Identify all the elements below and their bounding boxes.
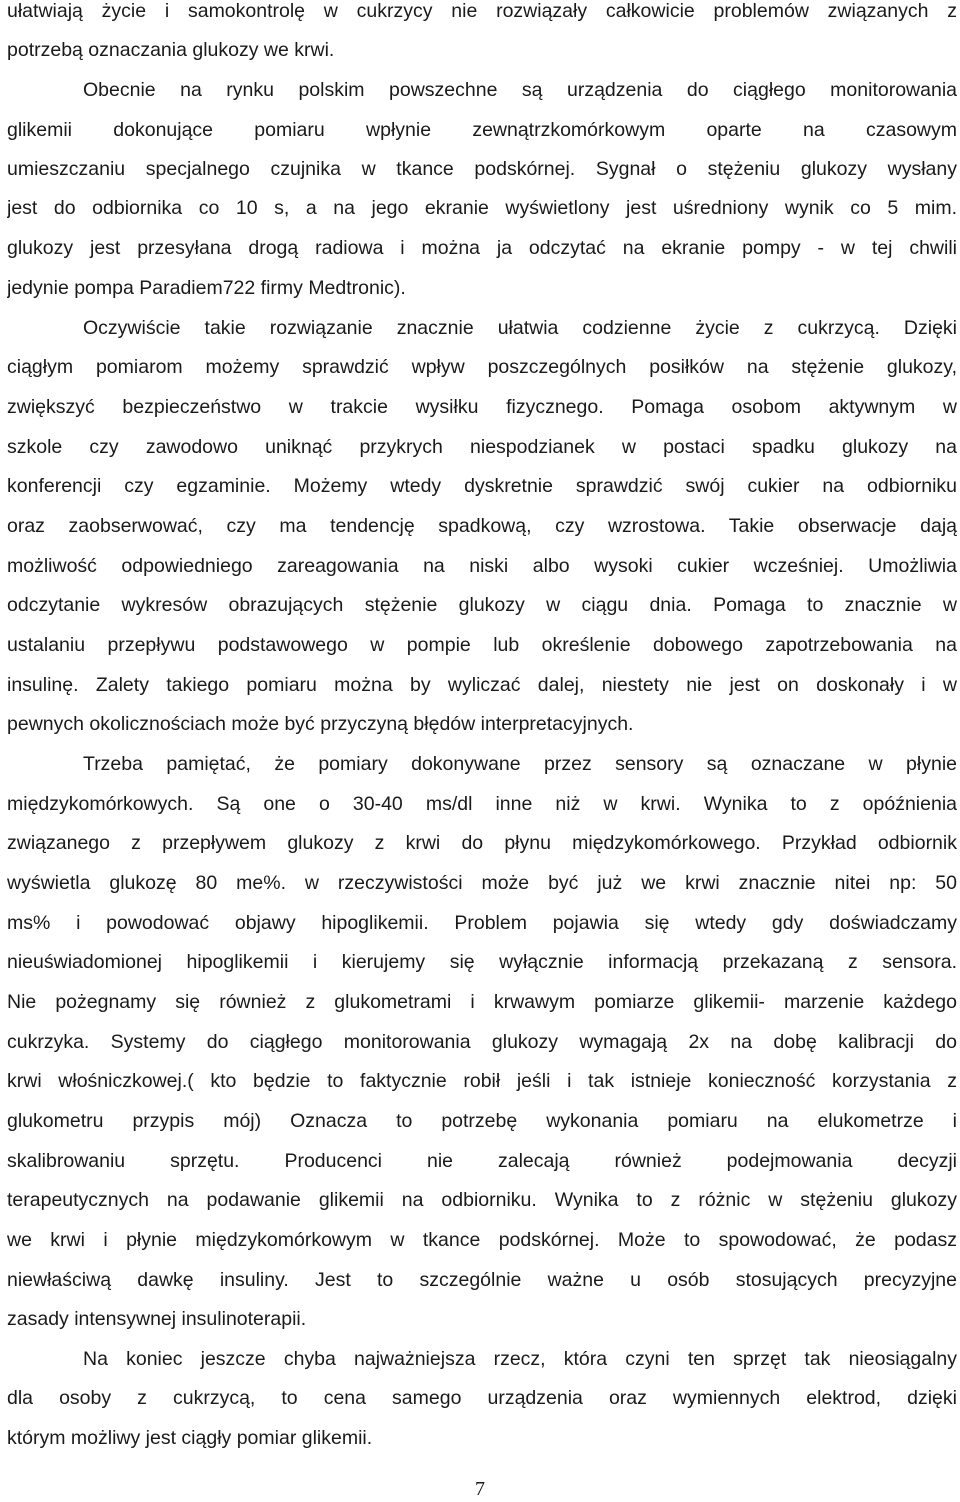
text-line: terapeutycznych na podawanie glikemii na odbiorniku. Wynika to z różnic w stężeniu glukozy <box>7 1189 957 1211</box>
text-line: glikemii dokonujące pomiaru wpłynie zewnątrzkomórkowym oparte na czasowym <box>7 119 957 141</box>
text-line: jedynie pompa Paradiem722 firmy Medtronic). <box>7 277 406 299</box>
text-line: pewnych okolicznościach może być przyczyną błędów interpretacyjnych. <box>7 713 634 735</box>
text-line: cukrzyka. Systemy do ciągłego monitorowania glukozy wymagają 2x na dobę kalibracji do <box>7 1031 957 1053</box>
text-line: Trzeba pamiętać, że pomiary dokonywane przez sensory są oznaczane w płynie <box>83 753 957 775</box>
text-line: możliwość odpowiedniego zareagowania na niski albo wysoki cukier wcześniej. Umożliwia <box>7 555 957 577</box>
text-line: związanego z przepływem glukozy z krwi do płynu międzykomórkowego. Przykład odbiornik <box>7 832 957 854</box>
text-line: jest do odbiornika co 10 s, a na jego ekranie wyświetlony jest uśredniony wynik co 5 mim. <box>7 197 957 219</box>
text-line: szkole czy zawodowo uniknąć przykrych niespodzianek w postaci spadku glukozy na <box>7 436 957 458</box>
text-line: glukometru przypis mój) Oznacza to potrzebę wykonania pomiaru na elukometrze i <box>7 1110 957 1132</box>
text-line: odczytanie wykresów obrazujących stężenie glukozy w ciągu dnia. Pomaga to znacznie w <box>7 594 957 616</box>
text-line: niewłaściwą dawkę insuliny. Jest to szczególnie ważne u osób stosujących precyzyjne <box>7 1269 957 1291</box>
text-line: wyświetla glukozę 80 me%. w rzeczywistości może być już we krwi znacznie nitei np: 50 <box>7 872 957 894</box>
page-number: 7 <box>475 1478 485 1500</box>
text-line: oraz zaobserwować, czy ma tendencję spadkową, czy wzrostowa. Takie obserwacje dają <box>7 515 957 537</box>
text-line: we krwi i płynie międzykomórkowym w tkance podskórnej. Może to spowodować, że podasz <box>7 1229 957 1251</box>
text-line: glukozy jest przesyłana drogą radiowa i można ja odczytać na ekranie pompy - w tej chwili <box>7 237 957 259</box>
text-line: skalibrowaniu sprzętu. Producenci nie zalecają również podejmowania decyzji <box>7 1150 957 1172</box>
text-line: krwi włośniczkowej.( kto będzie to faktycznie robił jeśli i tak istnieje konieczność korzystania z <box>7 1070 957 1092</box>
text-line: którym możliwy jest ciągły pomiar glikemii. <box>7 1427 373 1449</box>
text-line: ciągłym pomiarom możemy sprawdzić wpływ poszczególnych posiłków na stężenie glukozy, <box>7 356 957 378</box>
text-line: zasady intensywnej insulinoterapii. <box>7 1308 307 1330</box>
text-line: ułatwiają życie i samokontrolę w cukrzycy nie rozwiązały całkowicie problemów związanych z <box>7 0 957 22</box>
text-line: ustalaniu przepływu podstawowego w pompie lub określenie dobowego zapotrzebowania na <box>7 634 957 656</box>
text-line: umieszczaniu specjalnego czujnika w tkance podskórnej. Sygnał o stężeniu glukozy wysłany <box>7 158 957 180</box>
text-line: konferencji czy egzaminie. Możemy wtedy dyskretnie sprawdzić swój cukier na odbiorniku <box>7 475 957 497</box>
text-line: potrzebą oznaczania glukozy we krwi. <box>7 39 335 61</box>
text-line: Oczywiście takie rozwiązanie znacznie ułatwia codzienne życie z cukrzycą. Dzięki <box>83 317 957 339</box>
text-line: dla osoby z cukrzycą, to cena samego urządzenia oraz wymiennych elektrod, dzięki <box>7 1387 957 1409</box>
text-line: międzykomórkowych. Są one o 30-40 ms/dl inne niż w krwi. Wynika to z opóźnienia <box>7 793 957 815</box>
text-line: Na koniec jeszcze chyba najważniejsza rzecz, która czyni ten sprzęt tak nieosiągalny <box>83 1348 957 1370</box>
text-line: zwiększyć bezpieczeństwo w trakcie wysiłku fizycznego. Pomaga osobom aktywnym w <box>7 396 957 418</box>
text-line: insulinę. Zalety takiego pomiaru można by wyliczać dalej, niestety nie jest on doskonały i w <box>7 674 957 696</box>
text-line: ms% i powodować objawy hipoglikemii. Problem pojawia się wtedy gdy doświadczamy <box>7 912 957 934</box>
text-line: Obecnie na rynku polskim powszechne są urządzenia do ciągłego monitorowania <box>83 79 957 101</box>
text-line: Nie pożegnamy się również z glukometrami i krwawym pomiarze glikemii- marzenie każdego <box>7 991 957 1013</box>
text-line: nieuświadomionej hipoglikemii i kierujemy się wyłącznie informacją przekazaną z sensora. <box>7 951 957 973</box>
